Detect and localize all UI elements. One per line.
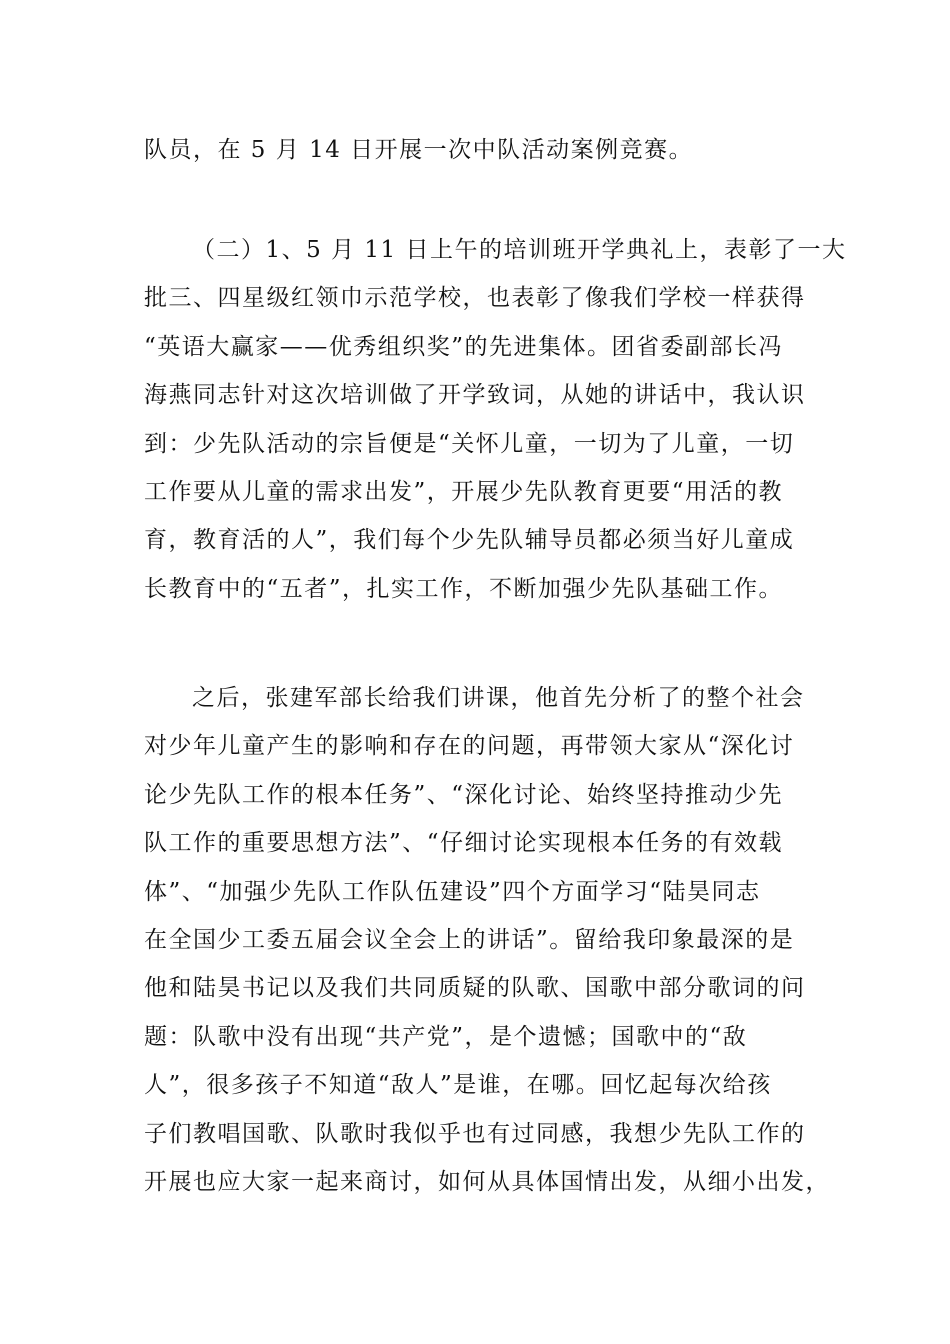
text-line: 长教育中的“五者”，扎实工作，不断加强少先队基础工作。: [144, 575, 784, 602]
text-line: 题：队歌中没有出现“共产党”，是个遗憾；国歌中的“敌: [144, 1023, 748, 1050]
text-line: 在全国少工委五届会议全会上的讲话”。留给我印象最深的是: [144, 926, 795, 953]
text-line: 人”，很多孩子不知道“敌人”是谁，在哪。回忆起每次给孩: [144, 1072, 772, 1099]
text-line: 之后，张建军部长给我们讲课，他首先分析了的整个社会: [192, 685, 805, 711]
text-line: 到：少先队活动的宗旨便是“关怀儿童，一切为了儿童，一切: [144, 430, 795, 457]
text-line: 他和陆昊书记以及我们共同质疑的队歌、国歌中部分歌词的问: [144, 975, 806, 1002]
text-line: 育，教育活的人”，我们每个少先队辅导员都必须当好儿童成: [144, 527, 795, 554]
text-line: “英语大赢家——优秀组织奖”的先进集体。团省委副部长冯: [144, 333, 784, 360]
text-line: 体”、“加强少先队工作队伍建设”四个方面学习“陆昊同志: [144, 878, 761, 905]
text-line: 对少年儿童产生的影响和存在的问题，再带领大家从“深化讨: [144, 733, 795, 760]
paragraph-lecture: [144, 674, 830, 1206]
text-line: 子们教唱国歌、队歌时我似乎也有过同感，我想少先队工作的: [144, 1120, 806, 1147]
text-line: （二）1、5 月 11 日上午的培训班开学典礼上，表彰了一大: [192, 237, 847, 263]
text-line: 论少先队工作的根本任务”、“深化讨论、始终坚持推动少先: [144, 781, 784, 808]
text-line: 工作要从儿童的需求出发”，开展少先队教育更要“用活的教: [144, 478, 784, 505]
paragraph-continuation: [144, 126, 809, 174]
text-line: 海燕同志针对这次培训做了开学致词，从她的讲话中，我认识: [144, 382, 806, 409]
text-line: 队员，在 5 月 14 日开展一次中队活动案例竞赛。: [144, 137, 694, 163]
paragraph-opening-ceremony: [144, 226, 847, 613]
text-line: 队工作的重要思想方法”、“仔细讨论实现根本任务的有效载: [144, 830, 784, 857]
text-line: 批三、四星级红领巾示范学校，也表彰了像我们学校一样获得: [144, 285, 806, 312]
text-line: 开展也应大家一起来商讨，如何从具体国情出发，从细小出发，: [144, 1168, 830, 1195]
